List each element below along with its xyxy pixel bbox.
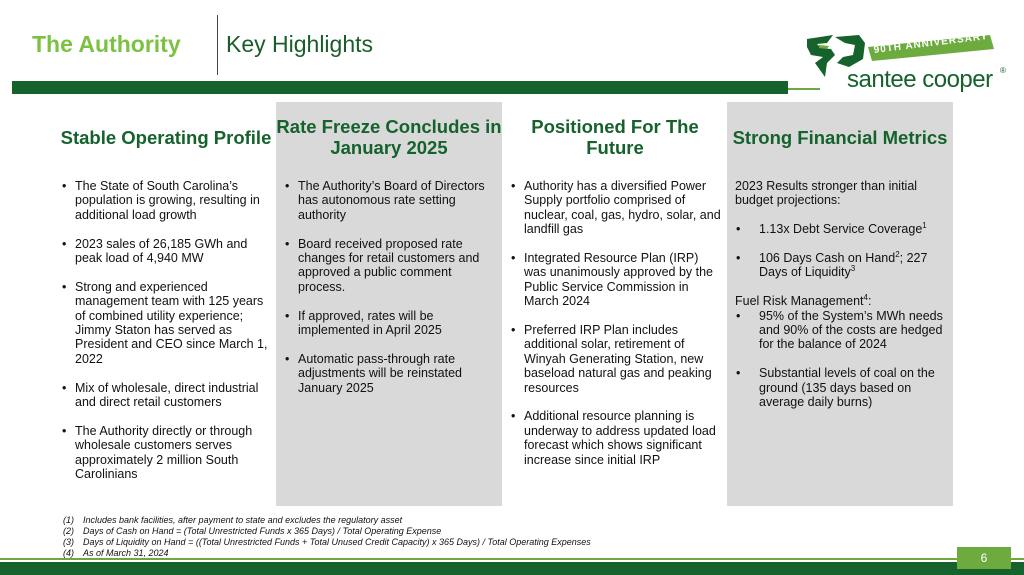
page-title: Key Highlights [226, 31, 374, 57]
footnote-number: (4) [63, 548, 74, 558]
column-positioned-for-future [502, 102, 728, 506]
bullet-item: • The Authority’s Board of Directors has autonomous rate setting authority [284, 179, 496, 222]
bullet-item: • Strong and experienced management team with 125 years of combined utility experience; Jimmy Staton has served as President and CEO since March 1, 2022 [61, 280, 273, 366]
bullet-item: • If approved, rates will be implemented in April 2025 [284, 309, 496, 338]
metric-debt-service [735, 222, 947, 236]
footnote-2 [63, 526, 441, 536]
registered-mark: ® [1000, 66, 1006, 75]
bullet-item: • Authority has a diversified Power Supply portfolio comprised of nuclear, coal, gas, hydro, solar, and landfill gas [510, 179, 722, 237]
bullet-item: • Substantial levels of coal on the ground (135 days based on average daily burns) [735, 366, 947, 409]
footnote-4 [63, 548, 169, 558]
bullet-list [61, 179, 273, 481]
footnote-number: (3) [63, 537, 74, 547]
footnote-ref: 3 [850, 264, 856, 274]
header-rule-accent [788, 88, 820, 90]
header-divider [217, 15, 218, 75]
column-title: Stable Operating Profile [60, 126, 272, 148]
fuel-risk-list [735, 309, 947, 410]
column-title: Rate Freeze Concludes in January 2025 [276, 116, 502, 158]
bullet-item: • Automatic pass-through rate adjustments will be reinstated January 2025 [284, 352, 496, 395]
column-title: Strong Financial Metrics [732, 126, 948, 148]
fuel-risk-heading [735, 294, 947, 308]
footnote-text: Days of Liquidity on Hand = ((Total Unrestricted Funds + Total Unused Credit Capacity) x 365 Days) / Total Operating Expenses [83, 537, 591, 547]
footnote-text: Days of Cash on Hand = (Total Unrestricted Funds x 365 Days) / Total Operating Expense [83, 526, 442, 536]
metrics-list [735, 222, 947, 280]
bullet-item: • Additional resource planning is underway to address updated load forecast which shows significant increase since initial IRP [510, 409, 722, 467]
footnote-text: As of March 31, 2024 [83, 548, 169, 558]
bullet-list [510, 179, 722, 467]
bullet-item: • The Authority directly or through wholesale customers serves approximately 2 million South Carolinians [61, 424, 273, 482]
fuel-risk-colon: : [867, 294, 872, 309]
bullet-item: • Board received proposed rate changes for retail customers and approved a public comment process. [284, 237, 496, 295]
footnote-ref: 1 [922, 221, 927, 231]
column-stable-operating-profile [53, 102, 279, 506]
footnote-3 [63, 537, 591, 547]
fuel-risk-label: Fuel Risk Management [735, 294, 864, 309]
footnote-ref: 4 [863, 293, 868, 303]
footer-rule [0, 562, 1024, 575]
footnote-number: (1) [63, 515, 74, 525]
metric-cash-liquidity [735, 251, 947, 280]
metric-text: ; 227 Days of Liquidity [759, 251, 928, 280]
anniversary-badge: 90TH ANNIVERSARY [873, 31, 989, 56]
bullet-item: • 2023 sales of 26,185 GWh and peak load of 4,940 MW [61, 237, 273, 266]
footnote-1 [63, 515, 402, 525]
brand-name: santee cooper [847, 66, 993, 93]
metric-text: 1.13x Debt Service Coverage [759, 222, 923, 237]
bullet-item: • Mix of wholesale, direct industrial and direct retail customers [61, 381, 273, 410]
bullet-item: • The State of South Carolina’s population is growing, resulting in additional load growth [61, 179, 273, 222]
bullet-item: • Preferred IRP Plan includes additional solar, retirement of Winyah Generating Station, new baseload natural gas and peaking resources [510, 323, 722, 395]
header-rule [12, 81, 788, 94]
column-rate-freeze [276, 102, 502, 506]
column-title: Positioned For The Future [531, 116, 699, 158]
page-number: 6 [957, 547, 1011, 569]
section-label: The Authority [32, 31, 181, 57]
bullet-list [284, 179, 496, 395]
bullet-item: • 95% of the System’s MWh needs and 90% of the costs are hedged for the balance of 2024 [735, 309, 947, 352]
metrics-intro: 2023 Results stronger than initial budget projections: [735, 179, 918, 208]
column-financial-metrics [727, 102, 953, 506]
bullet-item: • Integrated Resource Plan (IRP) was unanimously approved by the Public Service Commission in March 2024 [510, 251, 722, 309]
footer-rule-accent [0, 558, 1024, 560]
footnote-text: Includes bank facilities, after payment to state and excludes the regulatory asset [83, 515, 403, 525]
footnote-ref: 2 [895, 249, 900, 259]
metric-text: 106 Days Cash on Hand [759, 251, 896, 265]
footnote-number: (2) [63, 526, 74, 536]
